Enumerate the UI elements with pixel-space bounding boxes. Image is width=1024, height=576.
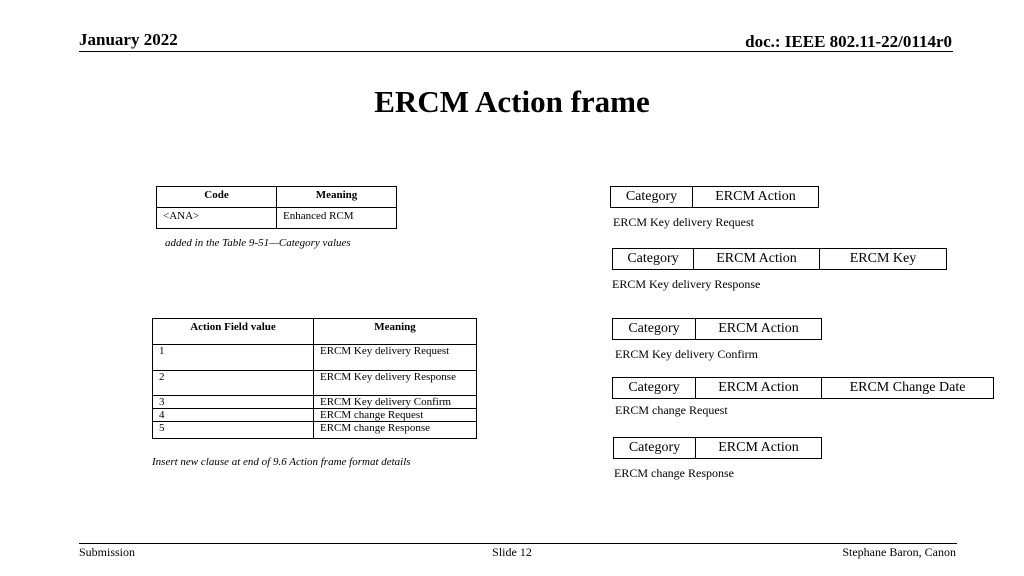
frame-format-change-response xyxy=(613,437,822,459)
table-cell-value: 2 xyxy=(153,371,314,396)
table-cell-meaning: ERCM Key delivery Confirm xyxy=(314,396,477,409)
category-values-table xyxy=(156,186,397,229)
table-cell-meaning: Enhanced RCM xyxy=(277,208,397,229)
table-cell-value: 5 xyxy=(153,422,314,439)
column-header-meaning: Meaning xyxy=(314,319,477,345)
column-header-meaning: Meaning xyxy=(277,187,397,208)
frame-field-category: Category xyxy=(613,437,696,459)
table-cell-value: 4 xyxy=(153,409,314,422)
column-header-action-field-value: Action Field value xyxy=(153,319,314,345)
table-cell-value: 3 xyxy=(153,396,314,409)
frame-field-ercm-action: ERCM Action xyxy=(694,248,820,270)
table-header-row xyxy=(153,319,477,345)
footer-author: Stephane Baron, Canon xyxy=(842,545,956,559)
frame-field-ercm-action: ERCM Action xyxy=(696,318,822,340)
header-divider xyxy=(79,51,953,52)
table-cell-meaning: ERCM change Request xyxy=(314,409,477,422)
footer-submission: Submission xyxy=(79,545,136,559)
header-date: January 2022 xyxy=(79,30,178,49)
frame-format-key-delivery-request xyxy=(610,186,819,208)
footer-slide-number: Slide 12 xyxy=(492,545,532,559)
table-cell-value: 1 xyxy=(153,345,314,371)
table-header-row xyxy=(157,187,397,208)
table-row xyxy=(153,422,477,439)
frame-caption: ERCM Key delivery Confirm xyxy=(615,347,758,361)
column-header-code: Code xyxy=(157,187,277,208)
frame-format-key-delivery-response xyxy=(612,248,947,270)
frame-caption: ERCM Key delivery Request xyxy=(613,215,754,229)
table-row xyxy=(153,396,477,409)
frame-format-key-delivery-confirm xyxy=(612,318,822,340)
table-row xyxy=(153,345,477,371)
frame-field-category: Category xyxy=(612,318,696,340)
header-doc-id: doc.: IEEE 802.11-22/0114r0 xyxy=(745,32,952,51)
table-row xyxy=(153,371,477,396)
frame-caption: ERCM change Response xyxy=(614,466,734,480)
table-cell-meaning: ERCM Key delivery Request xyxy=(314,345,477,371)
slide-title: ERCM Action frame xyxy=(374,84,650,119)
frame-field-ercm-action: ERCM Action xyxy=(696,437,822,459)
footer-divider xyxy=(79,543,957,544)
table-cell-meaning: ERCM Key delivery Response xyxy=(314,371,477,396)
frame-field-ercm-action: ERCM Action xyxy=(693,186,819,208)
frame-field-category: Category xyxy=(610,186,693,208)
frame-caption: ERCM Key delivery Response xyxy=(612,277,761,291)
frame-field-category: Category xyxy=(612,377,696,399)
action-table-note: Insert new clause at end of 9.6 Action frame format details xyxy=(152,456,411,468)
table-row xyxy=(157,208,397,229)
frame-caption: ERCM change Request xyxy=(615,403,728,417)
action-field-table xyxy=(152,318,477,439)
frame-format-change-request xyxy=(612,377,994,399)
category-table-note: added in the Table 9-51—Category values xyxy=(165,237,351,249)
table-row xyxy=(153,409,477,422)
frame-field-ercm-key: ERCM Key xyxy=(820,248,947,270)
frame-field-ercm-action: ERCM Action xyxy=(696,377,822,399)
frame-field-ercm-change-date: ERCM Change Date xyxy=(822,377,994,399)
table-cell-code: <ANA> xyxy=(157,208,277,229)
table-cell-meaning: ERCM change Response xyxy=(314,422,477,439)
frame-field-category: Category xyxy=(612,248,694,270)
